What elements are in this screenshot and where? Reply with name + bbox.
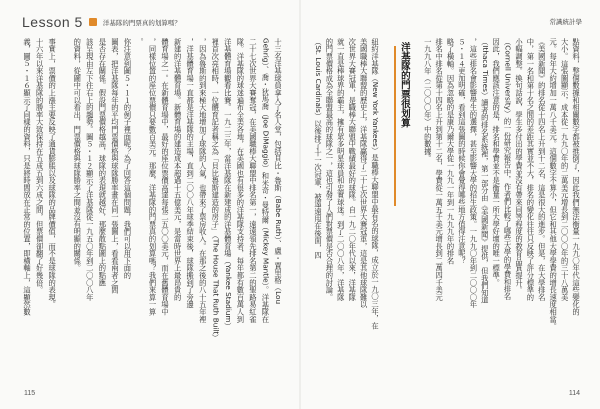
text-column: 裡首次亮相時，一位體育記者稱之為「貝比魯斯建造的房子」（The House That Ruth Built） [211, 38, 221, 342]
section-space [382, 38, 392, 373]
text-column: 次世界大賽冠軍，是職棒大聯盟中戰績最好的球隊。自一九二〇年代以來，洋基隊 [348, 38, 358, 301]
lesson-marker-icon [89, 18, 97, 26]
text-column: 點資料，整個數據和相關數字都被推倒了，因此我們無法衡量一九九〇年代這些變化的 [572, 38, 581, 316]
text-column: ，這些排名會影響學生的選擇，甚至影響大學的招生政策。一九九〇年到二〇〇〇年 [469, 38, 479, 309]
heading-rule [394, 46, 396, 206]
paragraph-break [60, 38, 71, 373]
text-column: 紐約洋基隊（New York Yankees）是職棒大聯盟中最有名的球隊，成立於一九〇三年，在 [371, 38, 381, 330]
right-page-body [314, 38, 582, 373]
text-column: Gehrig）、喬・狄馬喬（Joe DiMaggio）和米奇・曼特爾（Mickey Mantle）。洋基隊在 [261, 38, 271, 323]
text-column: 中，第一名和第十名之間的差距其實並不大，排名的變化往往只反映了評分標準的 [526, 38, 536, 301]
section-heading: 洋基隊的門票很划算 [398, 42, 410, 128]
page-number: 114 [568, 390, 580, 397]
text-column: 是否存在關係。假設門票價格越高，球隊的表現就越好，那麼散點圖上的點應 [98, 38, 108, 287]
text-column: 新建的洋基體育場。新體育場的建造成本超過十五億美元，是當時世界上最昂貴的 [173, 38, 183, 301]
page-number: 115 [24, 390, 36, 397]
text-column: 排名中排名從第十四名上升到第十二名，學費從一萬五千美元增長到二萬四千美元 [435, 38, 445, 301]
section-space [412, 38, 422, 373]
text-column: 一九九八年（二〇〇〇年）中的數據。 [423, 38, 433, 163]
text-column: 隊。洋基隊的球迷遍布全美各地，在美國也有很多的洋基隊支持者，每年都有數百萬人到 [236, 38, 246, 323]
text-column: 元。每年大約增加一萬八千美元。這個數字不算小，但它和其他大學學費的增長速度相當。 [549, 38, 559, 330]
text-column: （Cornell University）的一份研究報告中，作者們比較了哪些大學的學費和排名 [503, 38, 513, 300]
text-column: 小幅調整。換句話說，學生多付出的學費並沒有帶來同等程度的教育品質提升。 [514, 38, 524, 294]
left-page-body [22, 38, 284, 373]
text-column: 的門票價格成為全聯盟最高的球隊之一，這也引發了人們對票價是否合理的討論。 [325, 38, 335, 301]
text-column: 美國職棒大聯盟的歷史上，洋基隊贏得了二十七次世界大賽冠軍，這是其他球隊難以 [359, 38, 369, 309]
text-column: 大小。這張圖顯示，成本從一九九〇年的二萬美元增長到二〇〇〇年的三十八萬美 [560, 38, 570, 301]
text-column: ，洋基體育場一直都是洋基隊的主場，直到二〇〇八年球季結束後，球隊搬到了旁邊 [186, 38, 196, 309]
text-column: 十三名洋基球員拿入了名人堂，包括貝比・魯斯（Babe Ruth）、盧・賈里格（Lou [274, 38, 283, 305]
lesson-label: Lesson 5 [22, 14, 83, 30]
text-column: 。 [135, 38, 145, 46]
right-page [300, 0, 600, 409]
running-head: 常識統計學 [549, 18, 582, 26]
text-column: 因此，我們應該注意的是，排名和學費並不是衡量一所大學好壞的唯一標準。 [492, 38, 502, 287]
text-column: 就一直是棒球界的霸主，擁有眾多明星球員和忠實球迷。到了二〇〇八年，洋基隊 [336, 38, 346, 301]
text-column: 洋基體育場觀看比賽。一九二三年，當洋基隊在新建成的洋基體育場（Yankee Stadium） [223, 38, 233, 330]
text-column: 《美國新聞》的排名從十四名上升到十二名，這是很大的進步。但是，在大學排名 [537, 38, 547, 301]
lesson-title: 洋基隊的門票真的划算嗎？ [102, 18, 181, 27]
text-column: 二十七次世界大賽奪冠，在美國職棒大聯盟中排名第一，遠遠領先排名第二的聖路易紅雀 [248, 38, 258, 323]
text-column: 圖表，把洋基隊每年的平均門票價格與球隊勝率畫在同一張圖上，看看兩者之間 [110, 38, 120, 294]
lesson-header [22, 14, 181, 30]
text-column: （Ithaca Times）讀者的排名系統裡，第一部分由《美國新聞》提供，但我們知道 [480, 38, 490, 304]
text-column: ，因為魯斯的到來極大地增加了球隊的人氣，也帶來了票房收入。在那之後的八十五年裡 [198, 38, 208, 323]
text-column: 的資料，從圖中可以看出，門票價格與球隊勝率之間並沒有明顯的關係。 [73, 38, 83, 272]
text-column: 你注意到圖５・１１的例子裡面呢？為了回答這個問題，我們可以用下面的 [123, 38, 133, 279]
text-column: 略了橫軸。因為忽略的是康乃爾大學從一九九一年到一九九九年的排名 [446, 38, 456, 265]
text-column: （St. Louis Cardinals）以後排了十一次冠軍，被遠遠甩在後面，四 [314, 38, 324, 259]
text-column: ５・１４更加明確，看到這張圖的時候你會覺得哪些地方值得注意呢？ [457, 38, 467, 265]
text-column: ，同樣位置的座位票價只要數百美元。那麼，洋基隊的門票真的划算嗎？我們來算一算 [148, 38, 158, 316]
text-column: 事實上，票價的上漲主要反映了通貨膨脹以及球隊的品牌價值，而不是球隊的表現。 [48, 38, 58, 309]
text-column: 義，圖５・１６顯示了同樣的資料，只是將時間放在正常的位置，即橫軸上，這顯然數 [23, 38, 33, 316]
text-column: 體育場之一。在新體育場中，最好的座位票價高達每張二五〇〇美元，而在舊體育場中 [161, 38, 171, 316]
text-column: 十六年以來洋基隊的勝率大致保持在五成五到六成之間，但票價卻翻了好幾倍。 [35, 38, 45, 294]
text-column: 該呈現由左下往右上的趨勢。圖５・１２顯示了洋基隊從一九五〇年到二〇〇八年 [85, 38, 95, 301]
